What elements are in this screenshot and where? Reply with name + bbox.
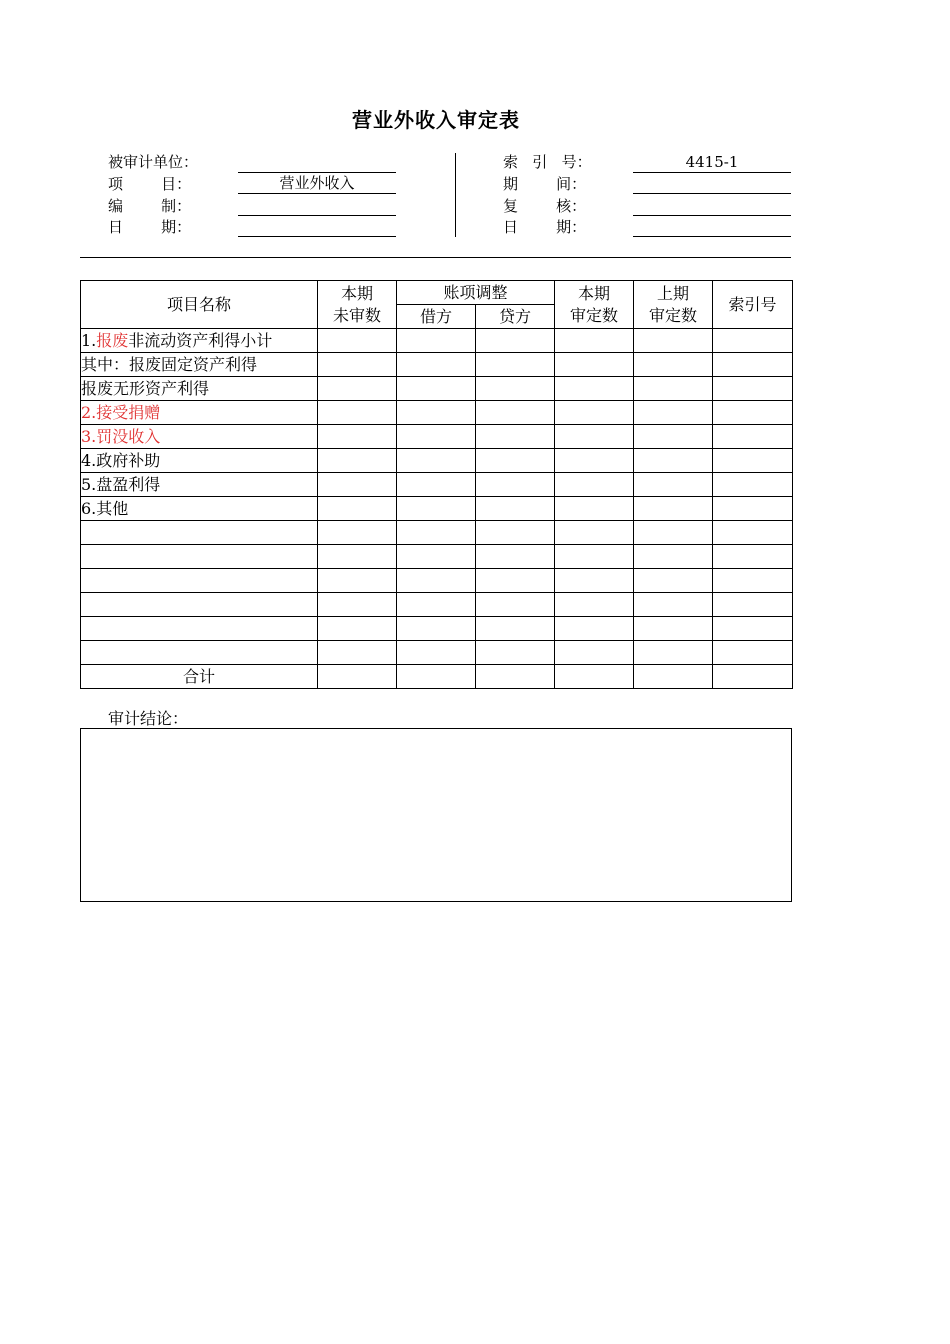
preparer-field[interactable] [238,195,396,216]
total-value-cell[interactable] [476,665,555,689]
total-value-cell[interactable] [555,665,634,689]
value-cell[interactable] [397,641,476,665]
value-cell[interactable] [555,353,634,377]
value-cell[interactable] [476,377,555,401]
header-prior-audited [634,281,713,329]
value-cell[interactable] [476,593,555,617]
header-unaudited-line1: 本期 [340,283,373,303]
value-cell[interactable] [397,473,476,497]
table-row [81,401,793,425]
row-item-red: 2.接受捐赠 [81,402,161,422]
value-cell[interactable] [476,401,555,425]
row-item-name [81,617,318,641]
value-cell[interactable] [713,641,793,665]
value-cell[interactable] [555,449,634,473]
value-cell[interactable] [713,569,793,593]
value-cell[interactable] [713,449,793,473]
value-cell[interactable] [476,569,555,593]
value-cell[interactable] [397,377,476,401]
row-item-name [81,569,318,593]
value-cell[interactable] [713,329,793,353]
value-cell[interactable] [634,569,713,593]
value-cell[interactable] [634,377,713,401]
value-cell[interactable] [476,641,555,665]
row-item-rest: 报废无形资产利得 [81,378,210,398]
row-item-name [81,641,318,665]
row-item-name [81,497,318,521]
value-cell[interactable] [713,353,793,377]
reviewer-field[interactable] [633,195,791,216]
row-item-num: 1. [81,330,97,350]
review-date-field[interactable] [633,216,791,237]
table-row [81,593,793,617]
row-item-name [81,401,318,425]
value-cell[interactable] [634,593,713,617]
value-cell[interactable] [318,569,397,593]
table-row [81,617,793,641]
row-item-name [81,449,318,473]
item-label: 项 目： [108,175,192,193]
value-cell[interactable] [318,401,397,425]
total-value-cell[interactable] [634,665,713,689]
table-row [81,329,793,353]
value-cell[interactable] [318,641,397,665]
value-cell[interactable] [397,401,476,425]
audit-table [80,280,793,689]
value-cell[interactable] [634,545,713,569]
value-cell[interactable] [476,353,555,377]
value-cell[interactable] [318,425,397,449]
row-item-red: 报废 [96,330,129,350]
table-row [81,353,793,377]
value-cell[interactable] [634,353,713,377]
value-cell[interactable] [476,497,555,521]
value-cell[interactable] [634,425,713,449]
value-cell[interactable] [555,425,634,449]
value-cell[interactable] [397,497,476,521]
value-cell[interactable] [713,401,793,425]
value-cell[interactable] [318,353,397,377]
value-cell[interactable] [634,521,713,545]
row-item-name [81,353,318,377]
auditee-label: 被审计单位： [108,153,199,171]
value-cell[interactable] [634,401,713,425]
header-prior-line1: 上期 [657,283,690,303]
value-cell[interactable] [397,569,476,593]
header-audited [555,281,634,329]
value-cell[interactable] [555,545,634,569]
value-cell[interactable] [318,593,397,617]
total-label: 合计 [81,665,318,689]
table-row [81,521,793,545]
value-cell[interactable] [397,425,476,449]
value-cell[interactable] [555,497,634,521]
prepare-date-field[interactable] [238,216,396,237]
preparer-label: 编 制： [108,197,192,215]
row-item-name [81,425,318,449]
value-cell[interactable] [555,617,634,641]
row-item-rest: 4.政府补助 [81,450,161,470]
value-cell[interactable] [476,521,555,545]
header-index: 索引号 [713,281,793,329]
value-cell[interactable] [555,521,634,545]
value-cell[interactable] [318,497,397,521]
value-cell[interactable] [555,473,634,497]
table-row [81,641,793,665]
total-value-cell[interactable] [397,665,476,689]
value-cell[interactable] [634,473,713,497]
value-cell[interactable] [476,329,555,353]
row-item-name [81,545,318,569]
period-label: 期 间： [503,175,587,193]
value-cell[interactable] [318,521,397,545]
value-cell[interactable] [713,545,793,569]
value-cell[interactable] [397,617,476,641]
header-prior-line2: 审定数 [649,305,698,325]
value-cell[interactable] [634,641,713,665]
header-adjustment: 账项调整 [397,281,555,305]
value-cell[interactable] [397,449,476,473]
value-cell[interactable] [397,545,476,569]
row-item-name [81,593,318,617]
header-item-name: 项目名称 [81,281,318,329]
header-rule [80,257,791,258]
total-row [81,665,793,689]
period-field[interactable] [633,173,791,194]
total-value-cell[interactable] [318,665,397,689]
value-cell[interactable] [555,401,634,425]
value-cell[interactable] [318,449,397,473]
value-cell[interactable] [713,617,793,641]
page-title: 营业外收入审定表 [352,108,520,132]
value-cell[interactable] [476,473,555,497]
table-row [81,377,793,401]
table-row [81,569,793,593]
value-cell[interactable] [476,545,555,569]
item-field[interactable]: 营业外收入 [238,173,396,194]
value-cell[interactable] [555,569,634,593]
table-row [81,449,793,473]
header-credit: 贷方 [476,305,555,329]
header-debit: 借方 [397,305,476,329]
header-unaudited [318,281,397,329]
row-item-rest: 非流动资产利得小计 [128,330,273,350]
index-number-field[interactable]: 4415-1 [633,152,791,173]
value-cell[interactable] [713,593,793,617]
table-row [81,425,793,449]
value-cell[interactable] [476,617,555,641]
value-cell[interactable] [555,641,634,665]
row-item-name [81,521,318,545]
row-item-red: 3.罚没收入 [81,426,161,446]
value-cell[interactable] [634,497,713,521]
conclusion-box[interactable] [80,728,792,902]
value-cell[interactable] [397,521,476,545]
row-item-name [81,377,318,401]
value-cell[interactable] [634,449,713,473]
value-cell[interactable] [555,593,634,617]
total-value-cell[interactable] [713,665,793,689]
value-cell[interactable] [713,521,793,545]
value-cell[interactable] [713,473,793,497]
value-cell[interactable] [318,473,397,497]
value-cell[interactable] [713,497,793,521]
table-row [81,473,793,497]
value-cell[interactable] [555,329,634,353]
reviewer-label: 复 核： [503,197,587,215]
value-cell[interactable] [713,377,793,401]
table-row [81,497,793,521]
row-item-rest: 其中：报废固定资产利得 [81,354,258,374]
conclusion-label: 审计结论： [108,709,189,728]
header-unaudited-line2: 未审数 [332,305,381,325]
value-cell[interactable] [397,329,476,353]
row-item-rest: 6.其他 [81,498,129,518]
value-cell[interactable] [318,617,397,641]
header-audited-line1: 本期 [578,283,611,303]
review-date-label: 日 期： [503,218,587,236]
value-cell[interactable] [397,353,476,377]
value-cell[interactable] [318,377,397,401]
auditee-field[interactable] [238,152,396,173]
value-cell[interactable] [397,593,476,617]
value-cell[interactable] [713,425,793,449]
value-cell[interactable] [318,545,397,569]
prepare-date-label: 日 期： [108,218,192,236]
value-cell[interactable] [634,617,713,641]
value-cell[interactable] [555,377,634,401]
header-divider [455,153,456,237]
value-cell[interactable] [476,425,555,449]
row-item-name [81,329,318,353]
value-cell[interactable] [318,329,397,353]
table-row [81,545,793,569]
row-item-name [81,473,318,497]
index-number-label: 索 引 号： [503,153,592,171]
row-item-rest: 5.盘盈利得 [81,474,161,494]
value-cell[interactable] [476,449,555,473]
value-cell[interactable] [634,329,713,353]
header-audited-line2: 审定数 [570,305,619,325]
